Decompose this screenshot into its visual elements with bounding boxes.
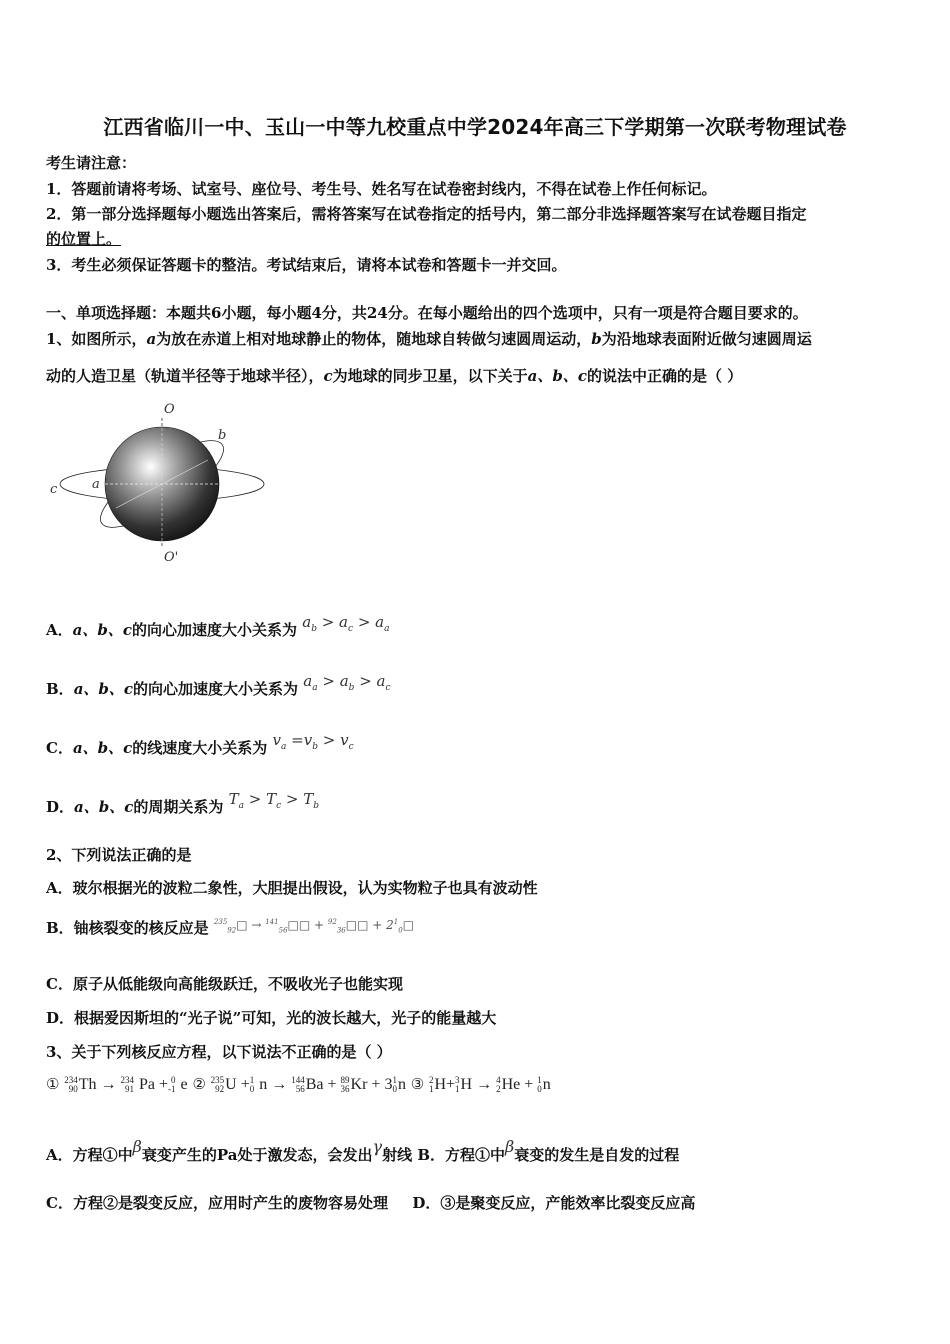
uranium-fission-equation: 23592□ → 14156□□ + 9236□□ + 210□	[213, 918, 415, 935]
q1-text: 动的人造卫星（轨道半径等于地球半径），	[46, 367, 324, 385]
q2-option-b	[46, 917, 414, 938]
page-title: 江西省临川一中、玉山一中等九校重点中学2024年高三下学期第一次联考物理试卷	[103, 115, 847, 139]
option-text: 的向心加速度大小关系为	[131, 621, 297, 639]
option-vars: a、b、c	[72, 621, 132, 639]
q1-stem-line1	[46, 328, 812, 349]
section-1-heading: 一、单项选择题：本题共6小题，每小题4分，共24分。在每小题给出的四个选项中，只有一项是符合题目要求的。	[46, 304, 808, 322]
eq1: 234 90 Th → 234 91 Pa + 0 -1 e	[64, 1075, 188, 1095]
beta-symbol: β	[132, 1137, 142, 1156]
label-a: a	[92, 477, 100, 492]
q3-options-cd	[46, 1192, 695, 1213]
q1-option-d	[46, 790, 320, 819]
option-letter: B．	[46, 680, 74, 698]
q2-option-b-text: B．铀核裂变的核反应是	[46, 919, 209, 937]
option-d-math: $T_a > T_c > T_b$	[228, 790, 320, 811]
q1-text: 为地球的同步卫星，以下关于	[332, 367, 528, 385]
q3-equations	[46, 1075, 551, 1094]
q1-text: 1、如图所示，	[46, 330, 147, 348]
option-vars: a、b、c	[72, 739, 133, 757]
q1-option-c	[46, 731, 354, 760]
option-text: 的周期关系为	[133, 798, 224, 816]
option-vars: a、b、c	[74, 798, 134, 816]
q3-stem: 3、关于下列核反应方程，以下说法不正确的是（ ）	[46, 1043, 392, 1061]
label-b: b	[218, 428, 227, 443]
notice-heading: 考生请注意：	[46, 154, 137, 172]
q1-var-c: c	[323, 367, 333, 385]
q2-option-d: D．根据爱因斯坦的“光子说”可知，光的波长越大，光子的能量越大	[46, 1009, 497, 1027]
q1-text: 为沿地球表面附近做匀速圆周运	[601, 330, 812, 348]
notice-item-2-cont-text: 的位置上。	[46, 230, 122, 248]
option-a-math: $a_b > a_c > a_a$	[302, 613, 390, 634]
option-letter: C．	[46, 739, 73, 757]
option-letter: A．	[46, 621, 73, 639]
eq2-marker: ②	[192, 1075, 206, 1093]
eq3: 2 1 H+ 3 1 H → 4 2 He + 1 0 n	[428, 1075, 551, 1095]
eq2: 235 92 U + 1 0 n → 144 56 Ba + 89 36 Kr + 3 1 0 n	[210, 1075, 406, 1095]
label-O: O	[164, 402, 175, 417]
beta-symbol: β	[505, 1137, 515, 1156]
q3-b-text: 衰变的发生是自发的过程	[514, 1146, 680, 1164]
q1-vars: a、b、c	[527, 367, 588, 385]
option-c-math: $v_a =v_b > v_c$	[272, 731, 354, 752]
notice-item-2: 2．第一部分选择题每小题选出答案后，需将答案写在试卷指定的括号内，第二部分非选择题答案写在试卷题目指定	[46, 205, 807, 223]
q2-option-a: A．玻尔根据光的波粒二象性，大胆提出假设，认为实物粒子也具有波动性	[46, 879, 538, 897]
option-text: 的向心加速度大小关系为	[133, 680, 299, 698]
eq3-marker: ③	[410, 1075, 425, 1093]
notice-item-3: 3．考生必须保证答题卡的整洁。考试结束后，请将本试卷和答题卡一并交回。	[46, 256, 567, 274]
notice-item-2-cont	[46, 228, 121, 249]
q2-stem: 2、下列说法正确的是	[46, 846, 192, 864]
q3-option-d: D．③是聚变反应，产能效率比裂变反应高	[412, 1194, 696, 1212]
q1-stem-line2	[46, 365, 742, 386]
q2-option-c: C．原子从低能级向高能级跃迁，不吸收光子也能实现	[46, 975, 403, 993]
label-c: c	[50, 482, 58, 497]
q1-option-a	[46, 613, 390, 642]
option-b-math: $a_a > a_b > a_c$	[303, 672, 391, 693]
label-O-prime: O'	[164, 550, 179, 565]
option-letter: D．	[46, 798, 75, 816]
earth-orbit-figure	[46, 398, 276, 568]
q1-option-b	[46, 672, 391, 701]
q3-a-text: 衰变产生的Pa处于激发态，会发出	[141, 1146, 373, 1164]
q3-options-ab	[46, 1137, 680, 1165]
q1-text: 的说法中正确的是（ ）	[587, 367, 743, 385]
eq1-marker: ①	[46, 1075, 60, 1093]
q3-option-c: C．方程②是裂变反应，应用时产生的废物容易处理	[46, 1194, 388, 1212]
q3-a-text: A．方程①中	[46, 1146, 133, 1164]
q1-var-b: b	[591, 330, 602, 348]
option-text: 的线速度大小关系为	[132, 739, 268, 757]
gamma-symbol: γ	[372, 1137, 383, 1156]
q3-b-text: B．方程①中	[417, 1146, 505, 1164]
q1-text: 为放在赤道上相对地球静止的物体，随地球自转做匀速圆周运动，	[156, 330, 592, 348]
option-vars: a、b、c	[73, 680, 134, 698]
q3-a-text: 射线	[382, 1146, 413, 1164]
q1-var-a: a	[146, 330, 157, 348]
notice-item-1: 1．答题前请将考场、试室号、座位号、考生号、姓名写在试卷密封线内，不得在试卷上作任何标记。	[46, 180, 717, 198]
